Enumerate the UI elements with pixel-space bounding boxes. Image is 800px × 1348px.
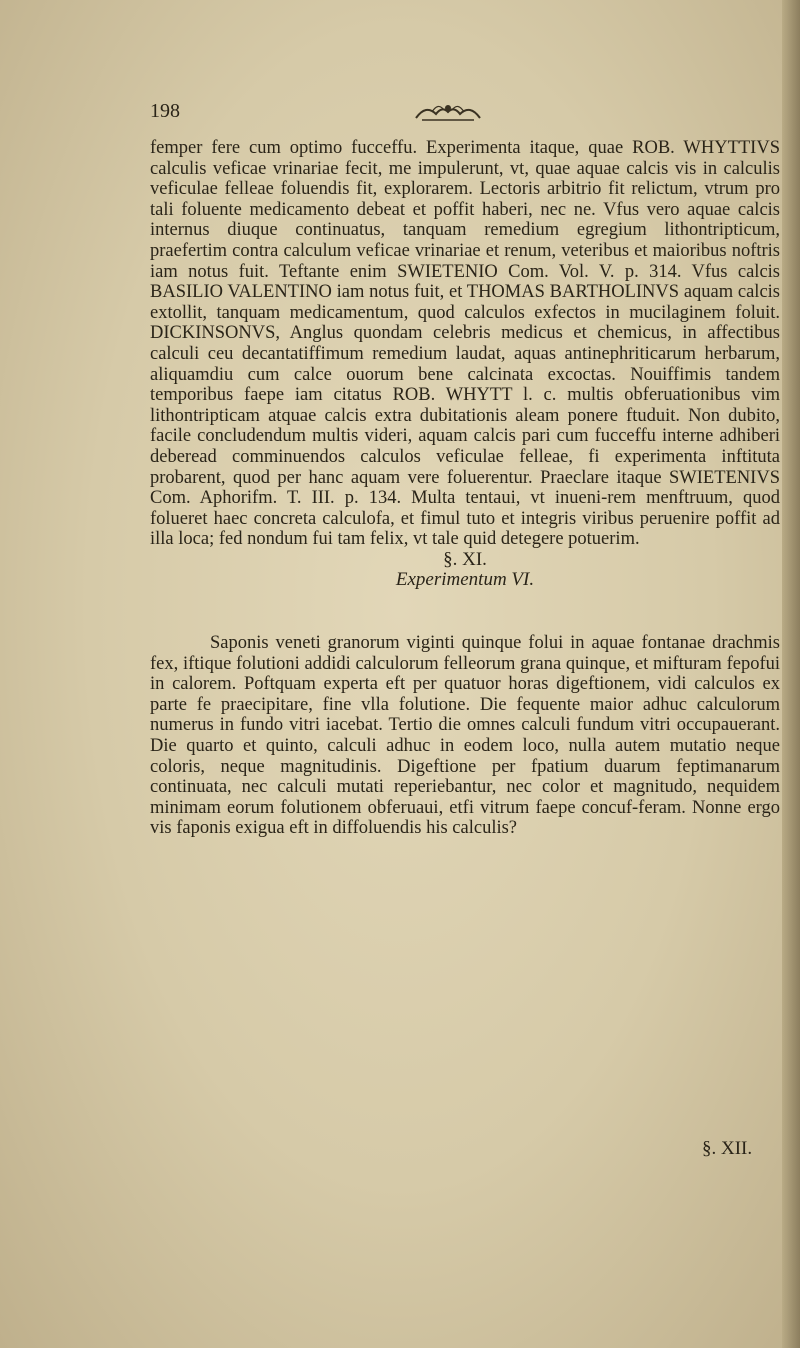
catchword: §. XII. xyxy=(702,1138,753,1159)
paragraph-1: femper fere cum optimo fucceffu. Experimenta itaque, quae ROB. WHYTTIVS calculis veficae vrinariae fecit, me impulerunt, vt, quae aquae calcis vis in calculis veficulae felleae foluendis fit, explorarem. Lectoris arbitrio fit relictum, vtrum pro tali foluente medicamento debeat et poffit haberi, nec ne. Vfus vero aquae calcis internus diuque continuatus, tanquam remedium egregium lithontripticum, praefertim contra calculum veficae vrinariae et renum, veteribus et maioribus noftris iam notus fuit. Teftante enim SWIETENIO Com. Vol. V. p. 314. Vfus calcis BASILIO VALENTINO iam notus fuit, et THOMAS BARTHOLINVS aquam calcis extollit, tanquam medicamentum, quod calculos exfectos in mucilaginem foluit. DICKINSONVS, Anglus quondam celebris medicus et chemicus, in affectibus calculi ceu decantatiffimum remedium laudat, aquas antinephriticarum herbarum, aliquamdiu cum calce ouorum bene calcinata excoctas. Nouiffimis tandem temporibus faepe iam citatus ROB. WHYTT l. c. multis obferuationibus vim lithontripticam atquae calcis extra dubitationis aleam ponere ftuduit. Non dubito, facile concludendum multis videri, aquam calcis pari cum fucceffu interne adhiberi deberead comminuendos calculos veficulae felleae, fi experimenta inftituta probarent, quod per hanc aquam vere foluerentur. Praeclare itaque SWIETENIVS Com. Aphorifm. T. III. p. 134. Multa tentaui, vt inueni-rem menftruum, quod folueret haec concreta calculofa, et fimul tuto et integris viribus peruenire poffit ad illa loca; fed nondum fui tam felix, vt tale quid detegere potuerim. xyxy=(150,138,780,550)
page-header xyxy=(150,96,710,136)
section-heading: §. XI. xyxy=(443,548,487,570)
decorative-headpiece-icon xyxy=(412,100,484,124)
page-edge xyxy=(782,0,800,1348)
experiment-title: Experimentum VI. xyxy=(395,569,535,591)
main-text xyxy=(150,138,780,839)
page-number: 198 xyxy=(150,100,180,122)
paragraph-2: Saponis veneti granorum viginti quinque folui in aquae fontanae drachmis fex, iftique folutioni addidi calculorum felleorum grana quinque, et mifturam fepofui in calorem. Poftquam experta eft per quatuor horas digeftionem, vidi calculos ex parte fe praecipitare, fine vlla folutione. Die fequente maior adhuc calculorum numerus in fundo vitri iacebat. Tertio die omnes calculi fundum vitri occupauerant. Die quarto et quinto, calculi adhuc in eodem loco, nulla autem mutatio neque coloris, neque magnitudinis. Digeftione per fpatium duarum feptimanarum continuata, nec calculi mutati reperiebantur, nec color et magnitudo, nequidem minimam eorum folutionem obferuaui, etfi vitrum faepe concuf-feram. Nonne ergo vis faponis exigua eft in diffoluendis his calculis? xyxy=(150,633,780,839)
